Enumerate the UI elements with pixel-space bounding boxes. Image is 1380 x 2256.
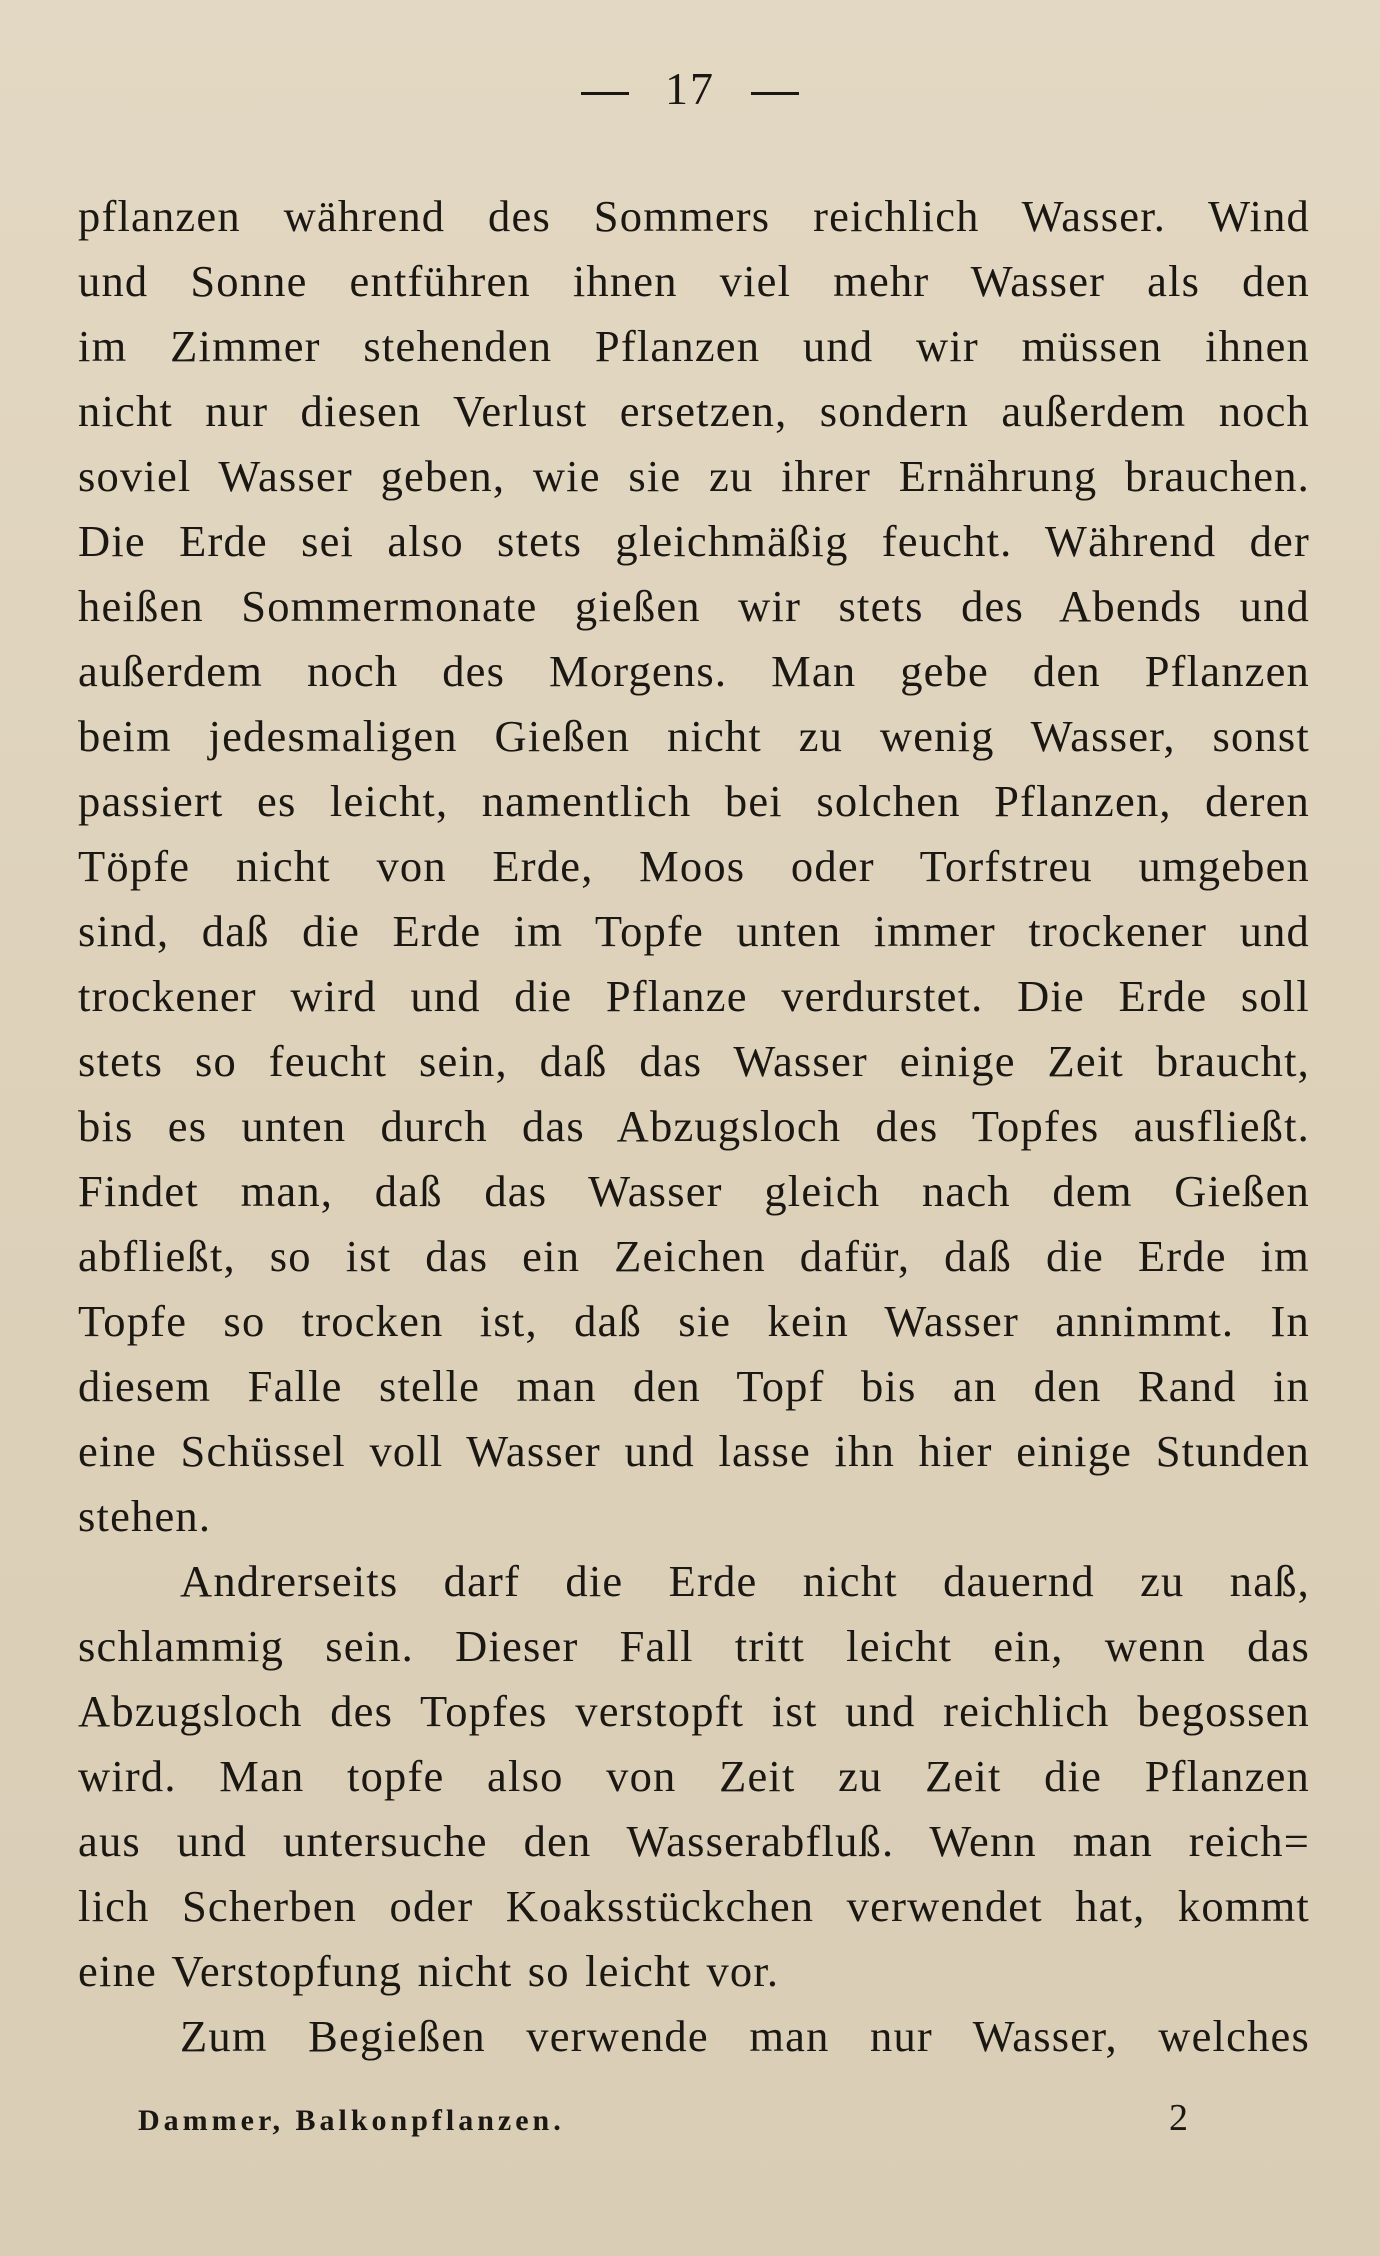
text-line: heißen Sommermonate gießen wir stets des Abends und [78,581,1310,631]
paragraph-1 [78,184,1310,1549]
text-line: wird. Man topfe also von Zeit zu Zeit die Pflanzen [78,1751,1310,1801]
sheet-number: 2 [1169,2097,1188,2139]
text-line: Zum Begießen verwende man nur Wasser, welches [180,2011,1310,2061]
text-line: Abzugsloch des Topfes verstopft ist und reichlich begossen [78,1686,1310,1736]
text-line: pflanzen während des Sommers reichlich Wasser. Wind [78,191,1310,241]
body-text [78,184,1310,2069]
text-line: schlammig sein. Dieser Fall tritt leicht ein, wenn das [78,1621,1310,1671]
page-footer [138,2097,1188,2139]
text-line: eine Verstopfung nicht so leicht vor. [78,1946,780,1996]
right-dash [751,92,799,95]
paragraph-2 [78,1549,1310,2004]
text-line: lich Scherben oder Koaksstückchen verwendet hat, kommt [78,1881,1310,1931]
text-line: bis es unten durch das Abzugsloch des Topfes ausfließt. [78,1101,1310,1151]
text-line: Töpfe nicht von Erde, Moos oder Torfstreu umgeben [78,841,1310,891]
text-line: Andrerseits darf die Erde nicht dauernd zu naß, [180,1556,1310,1606]
text-line: außerdem noch des Morgens. Man gebe den Pflanzen [78,646,1310,696]
text-line: nicht nur diesen Verlust ersetzen, sondern außerdem noch [78,386,1310,436]
text-line: soviel Wasser geben, wie sie zu ihrer Ernährung brauchen. [78,451,1310,501]
text-line: aus und untersuche den Wasserabfluß. Wenn man reich= [78,1816,1310,1866]
page-header [0,62,1380,115]
text-line: diesem Falle stelle man den Topf bis an den Rand in [78,1361,1310,1411]
printer-signature: Dammer, Balkonpflanzen. [138,2104,565,2137]
page-number: 17 [665,63,715,114]
left-dash [581,92,629,95]
text-line: und Sonne entführen ihnen viel mehr Wasser als den [78,256,1310,306]
text-line: eine Schüssel voll Wasser und lasse ihn hier einige Stunden [78,1426,1310,1476]
text-line: im Zimmer stehenden Pflanzen und wir müssen ihnen [78,321,1310,371]
text-line: Findet man, daß das Wasser gleich nach dem Gießen [78,1166,1310,1216]
text-line: passiert es leicht, namentlich bei solchen Pflanzen, deren [78,776,1310,826]
text-line: sind, daß die Erde im Topfe unten immer trockener und [78,906,1310,956]
paragraph-3 [78,2004,1310,2069]
text-line: stets so feucht sein, daß das Wasser einige Zeit braucht, [78,1036,1310,1086]
text-line: stehen. [78,1491,212,1541]
text-line: beim jedesmaligen Gießen nicht zu wenig Wasser, sonst [78,711,1310,761]
text-line: trockener wird und die Pflanze verdurstet. Die Erde soll [78,971,1310,1021]
text-line: Topfe so trocken ist, daß sie kein Wasser annimmt. In [78,1296,1310,1346]
text-line: Die Erde sei also stets gleichmäßig feucht. Während der [78,516,1310,566]
text-line: abfließt, so ist das ein Zeichen dafür, daß die Erde im [78,1231,1310,1281]
